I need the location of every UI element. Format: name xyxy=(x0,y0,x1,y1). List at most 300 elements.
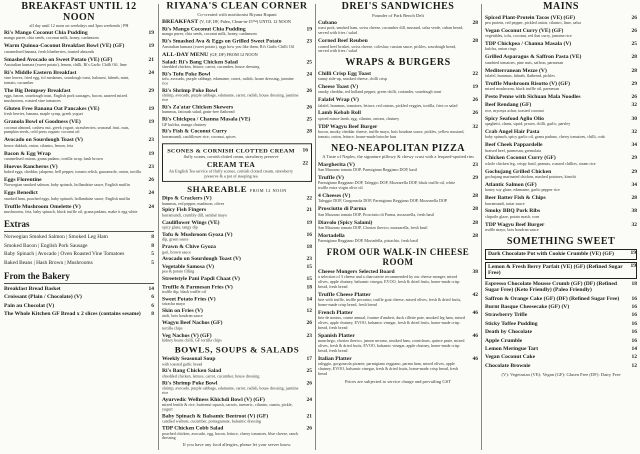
menu-item-price: 26 xyxy=(306,380,312,387)
menu-item-name: Margherita (V) xyxy=(318,161,355,168)
menu-item-name: Ri's Shrimp Poke Bowl xyxy=(162,88,218,94)
extras-title: Extras xyxy=(4,218,30,229)
clean-breakfast-heading xyxy=(162,19,312,25)
menu-item-name: Death by Chocolate xyxy=(485,329,532,336)
menu-item-desc: barramundi, cauliflower rice, coconut, spices xyxy=(162,133,236,139)
menu-item-desc: corned beef brisket, swiss cheese, coleslaw, russian sauce, pickles, sourdough bread, served with fries / salad xyxy=(318,43,457,54)
menu-item-name: Tofu & Mushroom Gyoza (V) xyxy=(162,232,233,238)
menu-item-desc: honey soy glaze, edamame, garlic pepper rice xyxy=(485,187,560,193)
menu-item-name: Skin on Fries (V) xyxy=(162,308,203,315)
menu-item-price: 25 xyxy=(306,368,312,375)
menu-item-name: Smoky BBQ Pork Ribs xyxy=(485,208,541,215)
menu-item-price: 26 xyxy=(306,426,312,432)
cream-tea-item xyxy=(166,160,308,177)
menu-item xyxy=(162,244,312,254)
menu-item-name: Lamb Kebab Roll xyxy=(318,110,361,117)
menu-item-name: Diavolo (Spicy Salami) xyxy=(318,219,373,226)
menu-item-name: Sweet Potato Fries (V) xyxy=(162,296,216,302)
menu-item-price: 28 xyxy=(631,195,637,202)
menu-item-desc: mixed lentils & rice, butternut squash, carrots, turmeric, cilantro, cumin, pickle, yogurt xyxy=(162,402,293,412)
scones-desc: fluffy scones, cornish clotted cream, strawberry preserve xyxy=(183,154,279,159)
menu-item-price: 28 xyxy=(472,219,478,226)
menu-item xyxy=(162,397,312,412)
menu-item xyxy=(4,311,154,317)
menu-item-price: 34 xyxy=(631,181,637,188)
menu-item-name: Streetstyle Pani Papdi Chaat (V) xyxy=(162,276,240,282)
menu-item xyxy=(162,356,312,366)
menu-item-price: 29 xyxy=(631,168,637,175)
menu-item-name: Ri's Tofu Poke Bowl xyxy=(162,71,211,78)
menu-item-name: Cubano xyxy=(318,20,337,26)
menu-item-desc: shrimp, avocado, purple cabbage, edamame, carrot, radish, house dressing, jasmine rice xyxy=(162,385,299,395)
menu-item-price: 23 xyxy=(306,38,312,45)
menu-item xyxy=(162,414,312,424)
breakfast-subtitle: all day until 12 noon on weekdays and 3pm weekends | PH xyxy=(29,23,129,28)
column-divider xyxy=(158,4,159,450)
menu-item-price: 26 xyxy=(306,104,312,111)
menu-item-name: Ri's Smashed Ava & Eggs on Grilled Sweet Potato xyxy=(162,38,282,45)
menu-item-name: Dark Chocolate Pot with Cookie Crumble (VE) (GF) xyxy=(488,251,614,258)
menu-item-price: 24 xyxy=(148,69,154,76)
menu-item-price: 26 xyxy=(306,320,312,327)
menu-item-price: 23 xyxy=(306,256,312,263)
menu-item-price: 18 xyxy=(631,280,637,287)
menu-item-desc: brie with truffle, truffle pecorino, truffle goat cheese, mixed olives, fresh & dried fruits, home-made crisp bread, fresh bread xyxy=(318,297,462,308)
menu-item xyxy=(162,264,312,274)
menu-item-desc: dip, green sauce xyxy=(162,237,189,242)
menu-item-name: Baby Spinach & Balsamic Beetroot (V) (GF) xyxy=(162,413,269,420)
menu-item-name: Cheese Mongers Selected Board xyxy=(318,268,395,275)
menu-item-desc: caramelised banana, fresh blueberries, toasted almonds xyxy=(4,48,95,54)
menu-item-name: Crab Angel Hair Pasta xyxy=(485,128,540,135)
menu-item-price: 16 xyxy=(306,232,312,238)
menu-item-price: 28 xyxy=(306,129,312,135)
menu-item-price: 14 xyxy=(148,285,154,292)
menu-item-name: Truffle Mushroom Omelette (V) xyxy=(4,203,81,210)
menu-item-price: 25 xyxy=(306,116,312,123)
menu-item xyxy=(162,72,312,87)
menu-item-name: Sticky Toffee Pudding xyxy=(485,320,538,327)
menu-item-desc: smoky cheddar, red holland pepper, green chilli, coriander, sourdough toast xyxy=(318,89,442,95)
menu-item-name: Lemon Meringue Tart xyxy=(485,346,539,353)
menu-item xyxy=(318,356,478,377)
menu-item xyxy=(162,381,312,396)
pizza-subtitle: A Taste of Naples, the signature pillowy & chewy crust with a leopard-spotted rim xyxy=(322,154,474,160)
menu-item-name: Avocado on Sourdough Toast (V) xyxy=(162,256,241,263)
menu-item-price: 19 xyxy=(630,250,636,257)
column-clean-corner xyxy=(162,2,312,448)
menu-item xyxy=(485,54,637,65)
menu-item-price: 19 xyxy=(306,220,312,226)
menu-item-desc: aioli, bois boudran sauce xyxy=(162,313,203,319)
menu-item-name: Ri's Mango Coconut Chia Pudding xyxy=(4,30,88,37)
menu-item-price: 19 xyxy=(472,83,478,90)
menu-item-price: 16 xyxy=(631,312,637,319)
allergy-note: If you have any food allergies, please let your server know. xyxy=(182,442,292,448)
menu-item-price: 46 xyxy=(472,355,478,362)
menu-item xyxy=(485,296,637,302)
menu-item xyxy=(162,59,312,69)
menu-item-name: Saffron & Orange Cake (GF) (DF) (Refined Sugar Free) xyxy=(485,295,620,302)
menu-item-desc: smoked ham, poached eggs, baby spinach, hollandaise sauce, English muffin xyxy=(4,195,131,201)
cream-tea-title: CREAM TEA xyxy=(206,160,256,169)
menu-item xyxy=(485,363,637,369)
menu-item-name: Wagyu Beef Nachos (GF) xyxy=(162,320,223,327)
menu-item xyxy=(4,43,154,54)
menu-item xyxy=(318,269,478,290)
menu-item-price: 29 xyxy=(472,174,478,181)
menu-item-desc: mango puree, chia seeds, coconut milk, honey, cardamom xyxy=(162,31,257,37)
menu-item-price: 38 xyxy=(472,268,478,275)
menu-item-name: Eggs Benedict xyxy=(4,190,38,197)
menu-item-name: Chocolate Brownie xyxy=(485,362,531,369)
divider xyxy=(4,283,154,284)
menu-item-name: Spiced Plant-Protein Tacos (VE) (GF) xyxy=(485,14,576,21)
menu-item xyxy=(4,70,154,86)
service-note: Prices are subjected to service charge and prevailing GST xyxy=(344,378,452,384)
drei-list xyxy=(318,20,478,54)
bakery-title: From the Bakery xyxy=(4,270,70,281)
column-divider xyxy=(315,4,316,450)
menu-item xyxy=(318,310,478,331)
menu-item xyxy=(318,233,478,244)
menu-item-name: Ri's Za'atar Chicken Skewers xyxy=(162,104,234,111)
menu-item xyxy=(4,57,154,68)
menu-item-name: TDP Wagyu Beef Burger xyxy=(485,221,545,228)
menu-item xyxy=(485,116,637,127)
menu-item-price: 32 xyxy=(631,128,637,135)
menu-item-desc: baked eggs, cheddar, jalapeno, bell pepper, tomato relish, guacamole, onion, tortilla xyxy=(4,169,141,175)
menu-item-price: 42 xyxy=(472,291,478,298)
menu-item-name: Avocado on Sourdough Toast (V) xyxy=(4,137,83,144)
menu-item-price: 14 xyxy=(306,296,312,302)
menu-item-name: The Big Dempsey Breakfast xyxy=(4,87,71,94)
menu-item-desc: sunny side-up, smoked cheese, chilli crisp xyxy=(318,76,388,82)
extra-line-price: 8 xyxy=(151,242,154,249)
menu-item-name: Mediterranean Mezze (V) xyxy=(485,67,547,74)
extra-line-text: Baked Beans | Hash Brown | Mushrooms xyxy=(4,260,93,267)
menu-item xyxy=(162,196,312,206)
menu-item-price: 16 xyxy=(631,320,637,327)
scones-price: 16 xyxy=(302,147,308,154)
menu-item-name: Ri's Fish & Coconut Curry xyxy=(162,129,227,135)
menu-item-desc: candied walnuts, cucumber, pomegranate, balsamic dressing xyxy=(162,418,261,424)
legend: (V): Vegetarian (VE): Vegan (GF): Gluten Free (DF): Dairy Free xyxy=(501,372,621,378)
menu-item xyxy=(485,68,637,79)
menu-item xyxy=(162,309,312,319)
menu-item xyxy=(162,105,312,115)
menu-item-desc: San Marzano tomato DOP, Chorizo iberico, mozzarella, fresh basil xyxy=(318,224,428,230)
menu-item-price: 26 xyxy=(148,177,154,184)
menu-item-price: 28 xyxy=(472,20,478,26)
all-day-list xyxy=(162,59,312,139)
menu-item xyxy=(485,102,637,113)
extra-line-text: Smoked Bacon | English Pork Sausage xyxy=(4,242,88,249)
cream-tea-box xyxy=(162,143,312,182)
menu-item-price: 25 xyxy=(631,41,637,47)
menu-item xyxy=(485,195,637,206)
menu-item xyxy=(485,15,637,26)
menu-item-name: Italian Platter xyxy=(318,355,352,362)
menu-item-price: 18 xyxy=(306,244,312,250)
menu-item xyxy=(485,329,637,335)
menu-item-desc: spiced mince lamb, egg, cilantro, onions, chutney xyxy=(318,115,400,121)
menu-item xyxy=(485,142,637,153)
menu-item-desc: manchego, chorizo iberico, jamon serrano, smoked ham, cornichons, quince paste, mixed olives, fresh & dried fruits, EVOO, balsamic vinegar, apple chutney, home-made crisp bread, fresh bread xyxy=(318,338,465,353)
menu-item xyxy=(485,129,637,140)
menu-item-price: 26 xyxy=(631,14,637,21)
bowls-list xyxy=(162,356,312,440)
menu-item xyxy=(318,20,478,36)
menu-item xyxy=(318,193,478,204)
drei-subtitle: Founder of Park Bench Deli xyxy=(372,12,424,18)
menu-item xyxy=(318,162,478,173)
menu-item xyxy=(318,124,478,140)
menu-item-price: 21 xyxy=(306,413,312,420)
menu-item xyxy=(485,182,637,193)
menu-item-price: 29 xyxy=(631,155,637,162)
menu-item xyxy=(485,222,637,233)
mains-list xyxy=(485,15,637,233)
menu-item-price: 19 xyxy=(148,105,154,112)
menu-item-desc: Australian kumara (sweet potato), lemon, chilli, Ri's Garlic Chilli Oil, lime xyxy=(4,61,127,67)
menu-item-price: 16 xyxy=(631,329,637,336)
menu-item-price: 26 xyxy=(631,27,637,34)
menu-item-price: 18 xyxy=(306,284,312,290)
menu-item-name: Breakfast Bread Basket xyxy=(4,285,61,292)
menu-item-desc: with toasted garlic bread xyxy=(162,361,203,366)
menu-item-price: 17 xyxy=(306,356,312,362)
bowls-title: BOWLS, SOUPS & SALADS xyxy=(174,345,300,355)
menu-item-price: 15 xyxy=(306,276,312,282)
menu-item-desc: caramelised onions, grana padano, tortilla wrap, hash brown xyxy=(4,155,103,161)
menu-item-name: Gluten Free Banana Oat Pancakes (VE) xyxy=(4,105,100,112)
menu-item-price: 32 xyxy=(631,221,637,228)
menu-item xyxy=(318,38,478,54)
menu-item-price: 12 xyxy=(631,354,637,361)
menu-item-price: 32 xyxy=(472,123,478,130)
walkin-list xyxy=(318,269,478,377)
menu-item-name: Vegan Coconut Cake xyxy=(485,354,536,361)
menu-item-price: 28 xyxy=(631,67,637,74)
menu-item-price: 19 xyxy=(148,119,154,126)
menu-item xyxy=(485,81,637,92)
bakery-list xyxy=(4,286,154,318)
menu-item-name: Ri's Mango Coconut Chia Pudding xyxy=(162,26,246,33)
menu-item-name: Ayurvedic Wellness Khichdi Bowl (V) (GF) xyxy=(162,397,265,403)
menu-item-name: Ri's Bang Chicken Salad xyxy=(162,368,222,375)
menu-item xyxy=(162,276,312,282)
divider xyxy=(4,231,154,232)
menu-item-name: Vegan Coconut Curry (VE) (GF) xyxy=(485,27,564,34)
sweet-title: SOMETHING SWEET xyxy=(506,235,616,247)
shareable-title: SHAREABLE xyxy=(187,184,248,194)
menu-item-desc: poached chicken, avocado, egg, bacon, lettuce, cherry tomatoes, blue cheese, ranch dressing xyxy=(162,431,299,441)
menu-item-price: 32 xyxy=(631,102,637,109)
menu-item-price: 28 xyxy=(472,232,478,239)
shareable-heading xyxy=(162,185,312,194)
menu-item xyxy=(162,117,312,127)
menu-item-name: Truffle & Parmesan Fries (V) xyxy=(162,284,233,290)
menu-item-desc: braised beef, parmesan, gremolata xyxy=(485,147,542,153)
menu-item-name: TDP Chicken Cobb Salad xyxy=(162,426,224,432)
menu-item xyxy=(162,27,312,37)
menu-item-desc: Taleggio DOP, Gorgonzola DOP, Parmigiano Reggiano DOP, Mozzarella DOP xyxy=(318,198,448,204)
menu-item-price: 6 xyxy=(151,294,154,301)
menu-item-name: Spicy Fish Fingers xyxy=(162,207,207,214)
menu-item-price: 8 xyxy=(151,311,154,318)
menu-item-name: Pain au Chocolat (V) xyxy=(4,302,55,309)
menu-item-name: Granola Bowl of Goodness (VE) xyxy=(4,119,81,126)
menu-item xyxy=(318,292,478,308)
menu-item xyxy=(485,208,637,219)
clean-corner-subtitle: Co-created with nutritionist Riyana Rupani xyxy=(197,11,277,17)
menu-item xyxy=(162,88,312,103)
menu-item-price: 34 xyxy=(631,142,637,149)
menu-item xyxy=(485,354,637,360)
menu-item-desc: tortilla chips xyxy=(162,325,183,331)
pizza-list xyxy=(318,162,478,244)
menu-item xyxy=(4,151,154,162)
menu-item-price: 26 xyxy=(631,94,637,100)
menu-item-name: Prosciutto di Parma xyxy=(318,206,367,213)
menu-item-price: 23 xyxy=(472,161,478,168)
menu-item-price: 12 xyxy=(631,362,637,369)
menu-item-desc: shredded chicken, lettuce, carrot, cucumber, house dressing xyxy=(162,373,260,379)
menu-item xyxy=(485,338,637,344)
extra-line-price: 5 xyxy=(151,251,154,258)
menu-item-price: 16 xyxy=(631,337,637,344)
menu-item-desc: barramundi, tartar sauce xyxy=(485,200,525,206)
menu-item xyxy=(162,208,312,218)
all-day-sub: (GF, DF) FROM 12 NOON xyxy=(209,52,258,57)
menu-item-desc: hummus, fattoush salad, grain-free flatbread xyxy=(162,109,235,115)
menu-item-desc: taleggio, gorgonzola picante, parmigiano reggiano, parma ham, mixed olives, apple chutney, EVOO, balsamic vinegar, fresh & dried fruits, home-made crisp bread, fresh bread xyxy=(318,361,459,376)
menu-item-name: Beef Cheek Pappardelle xyxy=(485,142,543,149)
menu-item-price: 38 xyxy=(631,208,637,215)
menu-item-name: Spicy Seafood Aglio Olio xyxy=(485,115,544,122)
menu-item-name: Grilled Asparagus & Saffron Pasta (VE) xyxy=(485,54,582,61)
menu-item-desc: coconut almond, cashew nut, greek yogurt, strawberries, seasonal fruit, nuts, pumpkin seeds, cold press organic coconut oil xyxy=(4,124,130,135)
menu-item-name: Veg Nachos (V) (GF) xyxy=(162,332,212,339)
menu-item-desc: sriracha mayo xyxy=(162,301,186,306)
menu-item xyxy=(485,94,637,100)
menu-item-desc: bacon, smoky cheddar cheese, truffle mayo, bois boudran sauce, pickles, yellow mustard, tomato, onion, lettuce, house-made brioche bun xyxy=(318,129,465,139)
menu-item-desc: truffle mayo, bois boudran sauce xyxy=(485,227,539,233)
menu-item-price: 15 xyxy=(306,264,312,270)
menu-item-price: 14 xyxy=(631,346,637,353)
menu-item-price: 28 xyxy=(631,54,637,61)
column-breakfast xyxy=(4,2,154,317)
menu-item xyxy=(162,426,312,441)
menu-item-name: Cauliflower Wings (VE) xyxy=(162,220,220,226)
menu-item xyxy=(318,220,478,231)
menu-item-desc: Parmigiano Reggiano DOP, Mortadella, pistachio, fresh basil xyxy=(318,238,419,244)
menu-item-name: Pesto Penne with Sichuan Mala Noodles xyxy=(485,94,581,100)
menu-item-desc: rice, myonya achar, toasted coconut xyxy=(485,107,544,113)
menu-item-name: Eggs Florentine xyxy=(4,177,42,184)
menu-item-desc: gochujang marinated chicken, mashed potatoes, kimchi xyxy=(485,174,576,180)
menu-item-desc: shredded chicken, lettuce, carrot, cucumber, house dressing xyxy=(162,64,260,69)
menu-item-name: Croissant (Plain / Chocolate) (V) xyxy=(4,294,82,301)
menu-item-name: Espresso Chocolate Mousse Crumb (GF) (DF) (Refined Sugar Free) (Keto Friendly) (Paleo Friendly) xyxy=(485,280,617,294)
menu-item xyxy=(4,303,154,309)
menu-item-desc: kidney beans chilli, GF tortilla chips xyxy=(162,337,222,343)
menu-item-name: Apple Crumble xyxy=(485,337,523,344)
menu-item-name: Salad: Ri's Bang Chicken Salad xyxy=(162,59,238,65)
menu-item xyxy=(485,262,637,279)
menu-item xyxy=(162,257,312,263)
menu-item-desc: mango puree, chia seeds, coconut milk, honey, cardamom xyxy=(4,35,99,41)
menu-item-desc: barramundi, crumbly dill, sambal mayo xyxy=(162,212,227,218)
menu-item-desc: San Marzano tomato DOP, Prosciutto di Parma, mozzarella, fresh basil xyxy=(318,211,435,217)
wraps-list xyxy=(318,71,478,140)
menu-item-name: Truffle Mushroom Risotto (V) (GF) xyxy=(485,80,570,87)
menu-item xyxy=(162,284,312,294)
menu-item-name: Strawberry Trifle xyxy=(485,312,528,319)
menu-item-name: Chilli Crisp Egg Toast xyxy=(318,70,372,77)
pizza-title: NEO-NEAPOLITAN PIZZA xyxy=(331,142,465,154)
menu-item-desc: falafel, hummus, labneh, flatbread, pickles xyxy=(485,72,555,78)
extra-line xyxy=(4,251,154,258)
menu-item-name: Lemon & Fresh Berry Parfait (VE) (GF) (Refined Sugar Free) xyxy=(488,263,623,277)
menu-item-name: Vegetable Samosa (V) xyxy=(162,264,214,270)
menu-item xyxy=(318,206,478,217)
menu-item xyxy=(4,294,154,300)
menu-item-desc: GF kulcha, mango chutney xyxy=(162,121,207,127)
column-mains xyxy=(485,2,637,378)
clean-list xyxy=(162,27,312,49)
menu-item xyxy=(318,175,478,191)
menu-item-price: 22 xyxy=(306,195,312,202)
extra-line-text: Baby Spinach | Avocado | Oven Roasted Vine Tomatoes xyxy=(4,251,125,258)
menu-item-price: 30 xyxy=(631,115,637,122)
extra-line-price: 8 xyxy=(151,233,154,240)
cream-tea-price: 22 xyxy=(302,160,308,166)
menu-item-name: Chicken Coconut Curry (GF) xyxy=(485,155,556,162)
menu-item-price: 19 xyxy=(148,150,154,157)
extra-line xyxy=(4,234,154,241)
menu-item-name: Mortadella xyxy=(318,232,345,239)
menu-item xyxy=(162,333,312,343)
menu-item-name: Cheese Toast (V) xyxy=(318,83,359,90)
menu-item xyxy=(162,321,312,331)
menu-item-desc: vine leaves, fried egg, fol medames, sourdough toast, haloumi, labneh, mint, tomato, cucumber xyxy=(4,75,130,86)
menu-item-price: 19 xyxy=(148,43,154,50)
scones-item xyxy=(166,148,308,159)
extra-line xyxy=(4,260,154,267)
menu-item-desc: Norwegian smoked salmon, baby spinach, hollandaise sauce, English muffin xyxy=(4,182,130,188)
menu-item-price: 19 xyxy=(148,30,154,37)
menu-item-name: Weekly Seasonal Soup xyxy=(162,356,216,362)
menu-item xyxy=(162,39,312,49)
menu-item-desc: falafel, hummus, tomatoes, lettuce, red onions, pickled veggies, tortilla, fries or salad xyxy=(318,102,458,108)
menu-item xyxy=(318,97,478,108)
menu-item-desc: truffle dip, black truffle oil xyxy=(162,289,206,294)
menu-item xyxy=(485,321,637,327)
menu-item-price: 26 xyxy=(472,97,478,104)
menu-item xyxy=(4,106,154,117)
menu-item-desc: pea & potato filling xyxy=(162,269,195,274)
menu-item-price: 23 xyxy=(148,137,154,144)
menu-item-price: 26 xyxy=(472,110,478,117)
menu-item xyxy=(4,286,154,292)
menu-item-price: 23 xyxy=(148,163,154,170)
menu-item-desc: brie de meaux, comte annual, fourme d'ambert, duck rillette pate, smoked leg ham, mixed olives, apple chutney, EVOO, balsamic vinegar, fresh & dried fruits, home-made crisp bread, fresh bread xyxy=(318,315,465,330)
menu-item-name: 4 Cheeses (V) xyxy=(318,193,351,200)
menu-item xyxy=(318,84,478,95)
walkin-title: FROM OUR WALK-IN CHEESE ROOM xyxy=(326,247,470,267)
